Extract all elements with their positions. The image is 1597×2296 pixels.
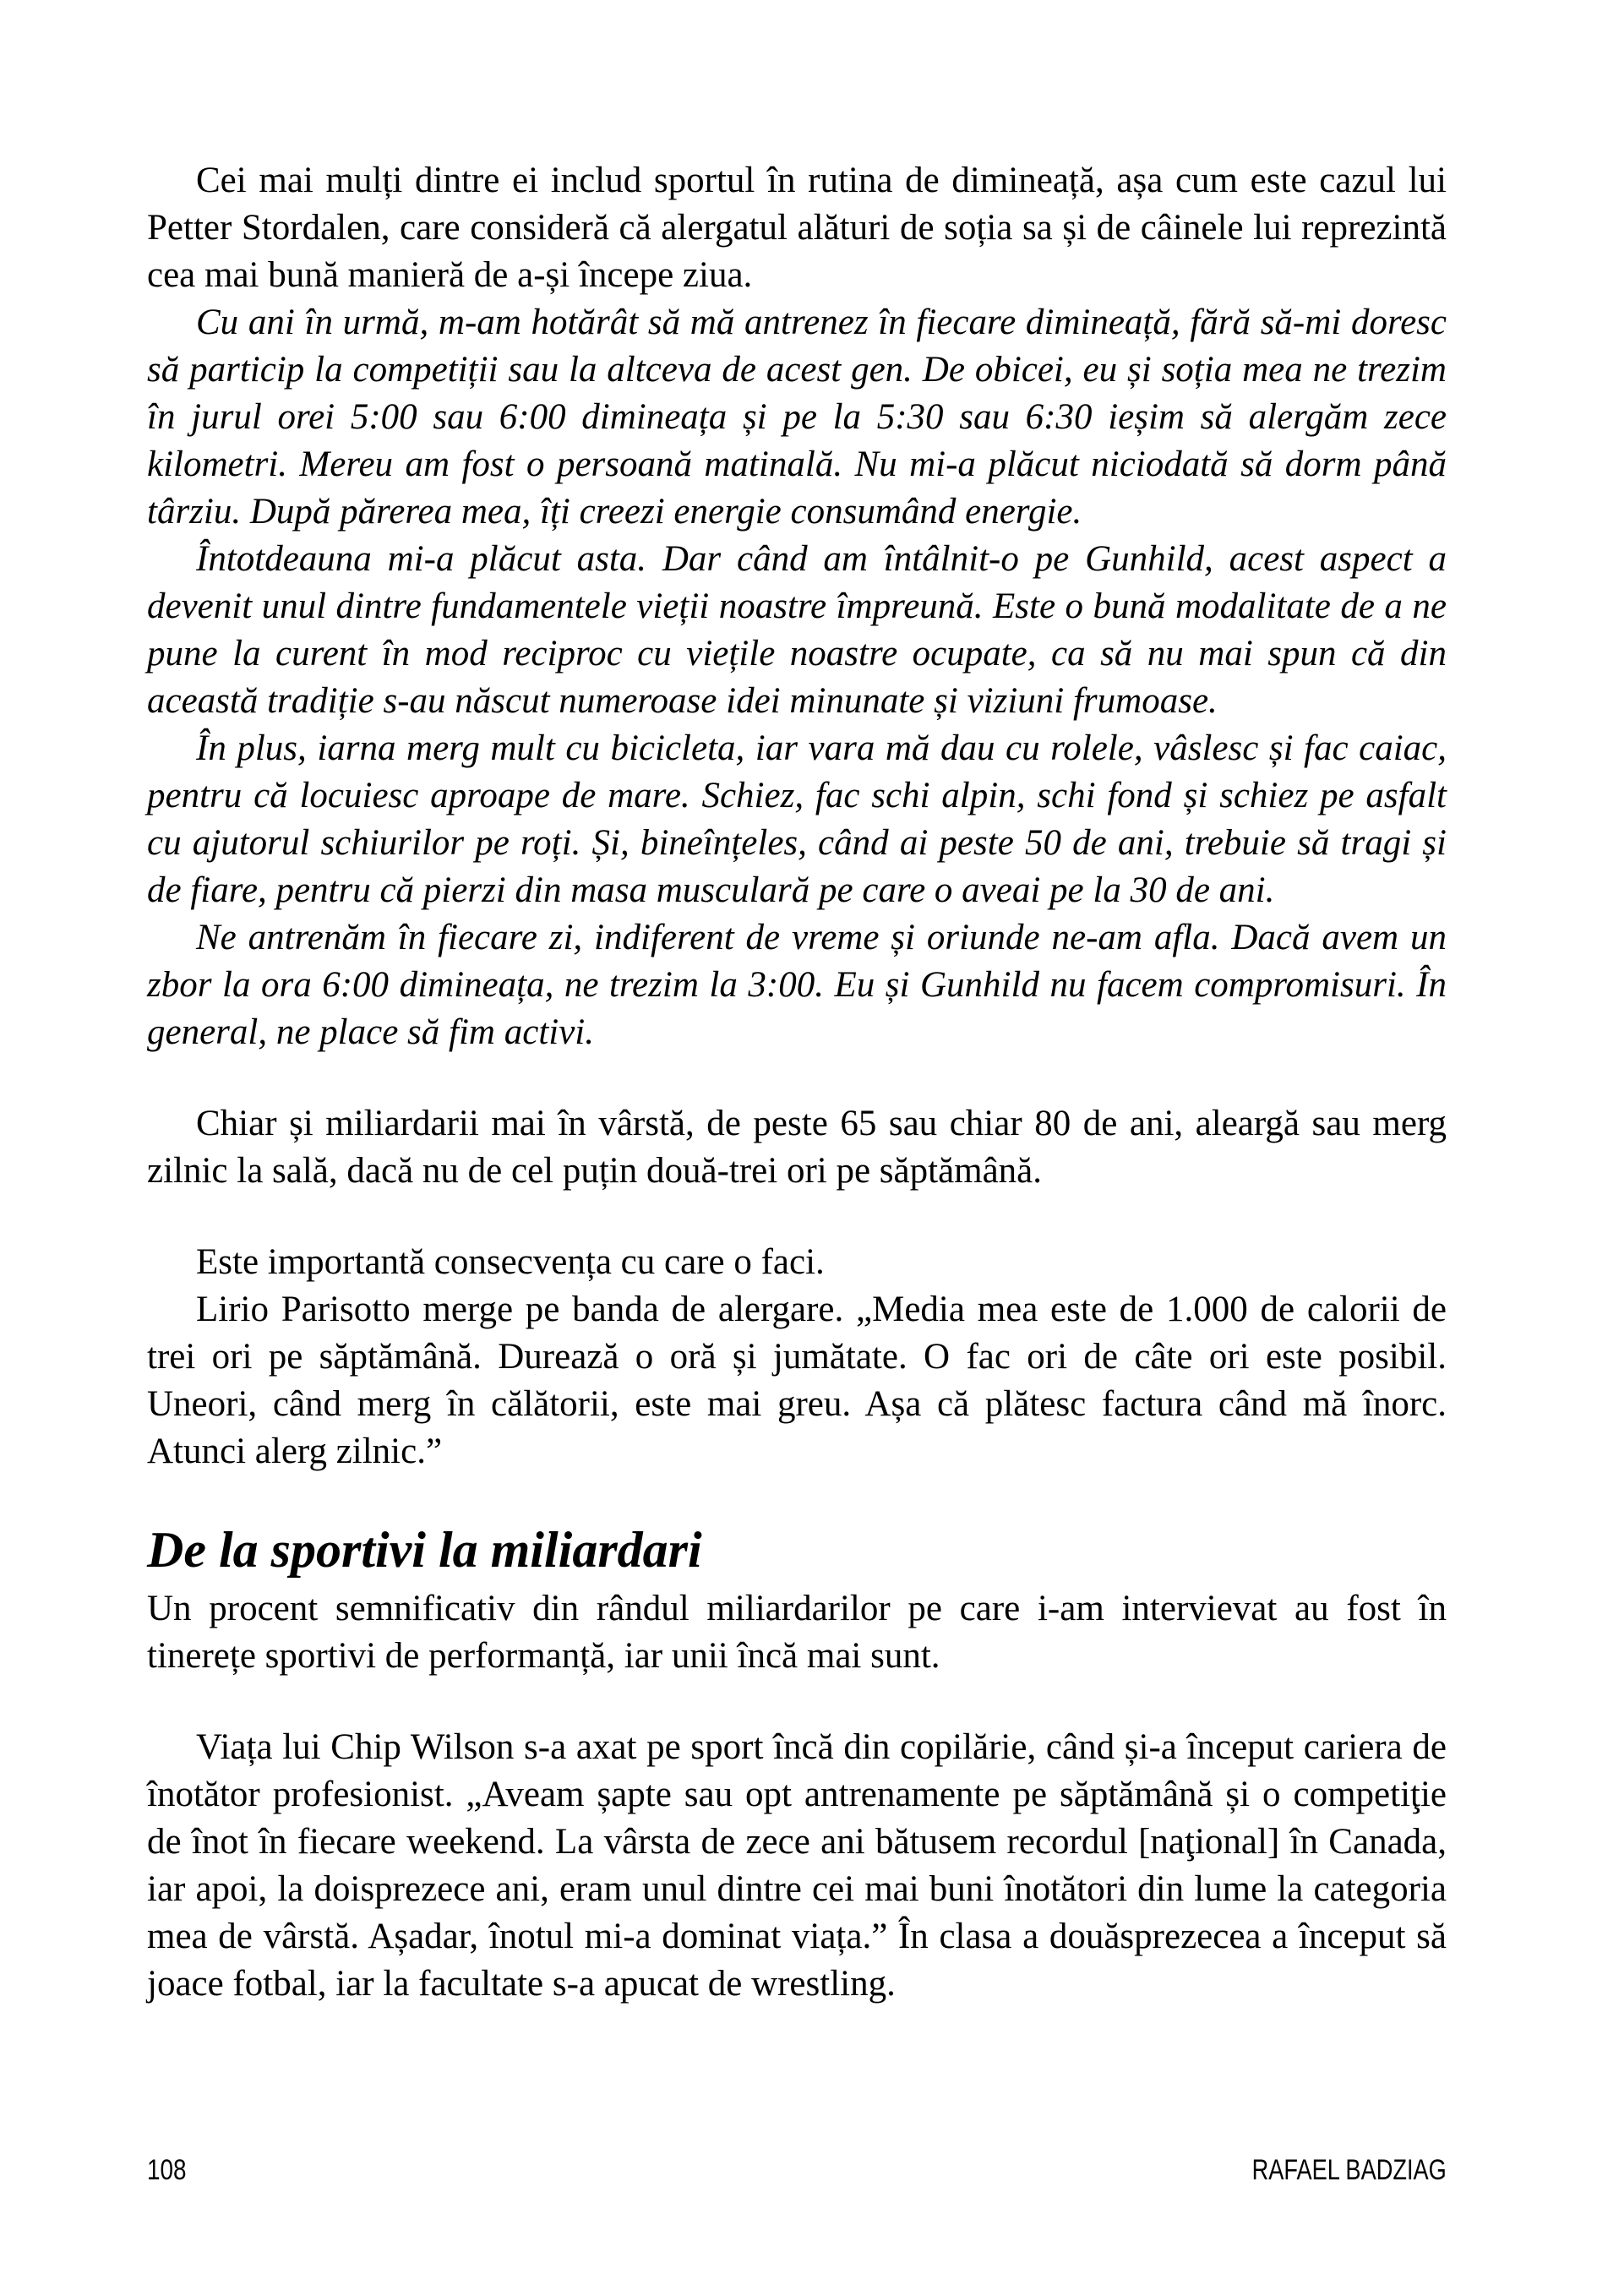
page-footer: [147, 2153, 1447, 2187]
running-footer-author: RAFAEL BADZIAG: [1251, 2154, 1447, 2186]
quote-paragraph-training: Cu ani în urmă, m-am hotărât să mă antrenez în fiecare dimineață, fără să-mi doresc să particip la competiții sau la altceva de acest gen. De obicei, eu și soția mea ne trezim în jurul orei 5:00 sau 6:00 dimineața și pe la 5:30 sau 6:30 ieșim să alergăm zece kilometri. Mereu am fost o persoană matinală. Nu mi-a plăcut niciodată să dorm până târziu. După părerea mea, îți creezi energie consumând energie.: [147, 303, 1447, 532]
paragraph-morning-routine: Cei mai mulți dintre ei includ sportul în rutina de dimineață, așa cum este cazul lui Petter Stordalen, care consideră că alergatul alături de soția sa și de câinele lui reprezintă cea mai bună manieră de a-și începe ziua.: [147, 161, 1447, 295]
section-heading: De la sportivi la miliardari: [147, 1522, 702, 1578]
page-number: 108: [147, 2154, 187, 2186]
paragraph-consistency: Este importantă consecvența cu care o faci.: [196, 1242, 825, 1282]
paragraph-lirio-parisotto: Lirio Parisotto merge pe banda de alergare. „Media mea este de 1.000 de calorii de trei ori pe săptămână. Durează o oră și jumătate. O fac ori de câte ori este posibil. Uneori, când merg în călătorii, este mai greu. Așa că plătesc factura când mă înorc. Atunci alerg zilnic.”: [147, 1290, 1447, 1471]
paragraph-section-intro: Un procent semnificativ din rândul miliardarilor pe care i-am intervievat au fost în tinerețe sportivi de performanță, iar unii încă mai sunt.: [147, 1589, 1447, 1676]
quote-paragraph-seasons: În plus, iarna merg mult cu bicicleta, iar vara mă dau cu rolele, vâslesc și fac caiac, pentru că locuiesc aproape de mare. Schiez, fac schi alpin, schi fond și schiez pe asfalt cu ajutorul schiurilor pe roți. Și, bineînțeles, când ai peste 50 de ani, trebuie să tragi și de fiare, pentru că pierzi din masa musculară pe care o aveai pe la 30 de ani.: [147, 728, 1447, 910]
page-content: [147, 157, 1447, 2008]
paragraph-older-billionaires: Chiar și miliardarii mai în vârstă, de peste 65 sau chiar 80 de ani, aleargă sau merg zilnic la sală, dacă nu de cel puțin două-trei ori pe săptămână.: [147, 1104, 1447, 1191]
quote-paragraph-gunhild: Întotdeauna mi-a plăcut asta. Dar când am întâlnit-o pe Gunhild, acest aspect a devenit unul dintre fundamentele vieții noastre împreună. Este o bună modalitate de a ne pune la curent în mod reciproc cu viețile noastre ocupate, ca să nu mai spun că din această tradiție s-au născut numeroase idei minunate și viziuni frumoase.: [147, 539, 1447, 721]
paragraph-chip-wilson: Viața lui Chip Wilson s-a axat pe sport încă din copilărie, când și-a început cariera de înotător profesionist. „Aveam șapte sau opt antrenamente pe săptămână și o competiţie de înot în fiecare weekend. La vârsta de zece ani bătusem recordul [naţional] în Canada, iar apoi, la doisprezece ani, eram unul dintre cei mai buni înotători din lume la categoria mea de vârstă. Așadar, înotul mi-a dominat viața.” În clasa a douăsprezecea a început să joace fotbal, iar la facultate s-a apucat de wrestling.: [147, 1727, 1447, 2004]
quote-paragraph-every-day: Ne antrenăm în fiecare zi, indiferent de vreme și oriunde ne-am afla. Dacă avem un zbor la ora 6:00 dimineața, ne trezim la 3:00. Eu și Gunhild nu facem compromisuri. În general, ne place să fim activi.: [147, 918, 1447, 1052]
